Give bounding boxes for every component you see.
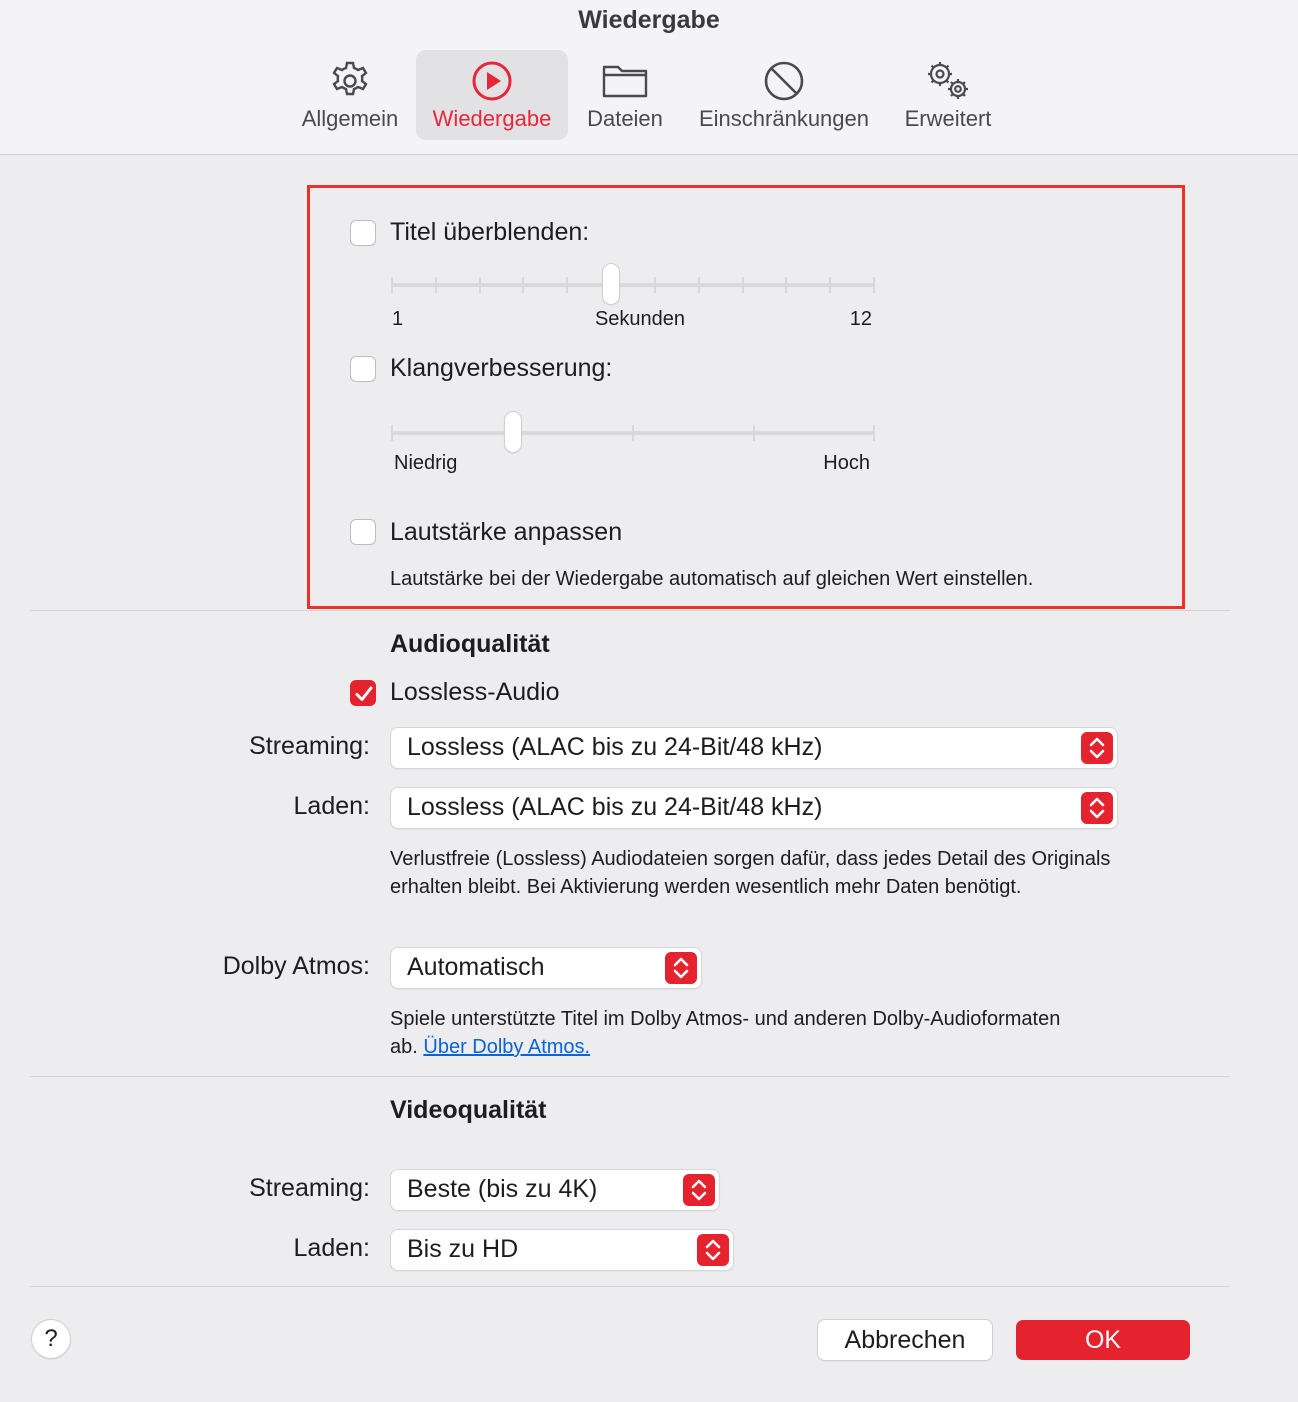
prohibited-icon <box>686 58 882 104</box>
dolby-description <box>390 1005 1070 1061</box>
tab-label: Dateien <box>587 106 663 131</box>
video-download-popup[interactable] <box>391 1230 733 1270</box>
lossless-description: Verlustfreie (Lossless) Audiodateien sorgen dafür, dass jedes Detail des Originals erhalten bleibt. Bei Aktivierung werden wesentlich mehr Daten benötigt. <box>390 848 1111 898</box>
slider-tick <box>753 425 755 441</box>
popup-value: Bis zu HD <box>407 1235 519 1263</box>
crossfade-slider[interactable] <box>392 272 874 298</box>
audio-streaming-label: Streaming: <box>249 732 370 760</box>
popup-value: Beste (bis zu 4K) <box>407 1175 598 1203</box>
gears-icon <box>892 58 1004 104</box>
slider-tick <box>632 425 634 441</box>
slider-thumb[interactable] <box>505 412 521 452</box>
tab-allgemein[interactable] <box>290 50 410 140</box>
slider-thumb[interactable] <box>603 264 619 304</box>
audio-streaming-popup[interactable] <box>391 728 1117 768</box>
slider-tick <box>742 277 744 293</box>
slider-tick <box>479 277 481 293</box>
toolbar <box>0 0 1298 155</box>
dolby-atmos-popup[interactable] <box>391 948 701 988</box>
crossfade-checkbox[interactable] <box>350 220 376 246</box>
sound-enhancer-label: Klangverbesserung: <box>390 354 613 382</box>
sound-enhancer-slider[interactable] <box>392 420 874 446</box>
slider-tick <box>391 425 393 441</box>
chevron-up-down-icon <box>665 952 697 984</box>
sound-enhancer-high-label: Hoch <box>823 452 870 474</box>
divider <box>30 610 1230 611</box>
slider-tick <box>522 277 524 293</box>
crossfade-unit-label: Sekunden <box>594 308 686 330</box>
slider-tick <box>829 277 831 293</box>
folder-icon <box>576 58 674 104</box>
tab-label: Wiedergabe <box>432 106 552 131</box>
tab-erweitert[interactable] <box>892 50 1004 140</box>
audio-quality-heading: Audioqualität <box>390 630 550 658</box>
tab-label: Allgemein <box>301 106 399 131</box>
slider-tick <box>391 277 393 293</box>
ok-button[interactable]: OK <box>1016 1320 1190 1360</box>
gear-icon <box>290 58 410 104</box>
sound-enhancer-low-label: Niedrig <box>394 452 458 474</box>
tab-dateien[interactable] <box>576 50 674 140</box>
slider-tick <box>654 277 656 293</box>
slider-tick <box>435 277 437 293</box>
window-title: Wiedergabe <box>578 6 720 34</box>
video-streaming-popup[interactable] <box>391 1170 719 1210</box>
slider-tick <box>873 277 875 293</box>
help-button[interactable]: ? <box>32 1320 70 1358</box>
sound-enhancer-checkbox[interactable] <box>350 356 376 382</box>
lossless-checkbox[interactable] <box>350 680 376 706</box>
divider <box>30 1286 1230 1287</box>
tab-label: Erweitert <box>904 106 992 131</box>
slider-track <box>392 283 874 287</box>
popup-value: Lossless (ALAC bis zu 24-Bit/48 kHz) <box>407 733 823 761</box>
tab-einschraenkungen[interactable] <box>686 50 882 140</box>
chevron-up-down-icon <box>683 1174 715 1206</box>
divider <box>30 1076 1230 1077</box>
popup-value: Lossless (ALAC bis zu 24-Bit/48 kHz) <box>407 793 823 821</box>
chevron-up-down-icon <box>697 1234 729 1266</box>
sound-check-description: Lautstärke bei der Wiedergabe automatisch auf gleichen Wert einstellen. <box>390 568 1034 590</box>
dolby-atmos-label: Dolby Atmos: <box>222 952 370 980</box>
video-download-label: Laden: <box>293 1234 370 1262</box>
chevron-up-down-icon <box>1081 732 1113 764</box>
video-quality-heading: Videoqualität <box>390 1096 547 1124</box>
sound-check-label: Lautstärke anpassen <box>390 518 623 546</box>
video-streaming-label: Streaming: <box>249 1174 370 1202</box>
sound-check-checkbox[interactable] <box>350 519 376 545</box>
play-circle-icon <box>416 58 568 104</box>
slider-tick <box>785 277 787 293</box>
crossfade-label: Titel überblenden: <box>390 218 590 246</box>
dolby-atmos-link[interactable]: Über Dolby Atmos. <box>423 1036 591 1058</box>
cancel-button[interactable]: Abbrechen <box>818 1320 992 1360</box>
audio-download-popup[interactable] <box>391 788 1117 828</box>
crossfade-max-label: 12 <box>849 308 872 330</box>
crossfade-min-label: 1 <box>392 308 404 330</box>
slider-tick <box>566 277 568 293</box>
checkmark-icon <box>354 684 374 704</box>
slider-tick <box>698 277 700 293</box>
tab-label: Einschränkungen <box>698 106 869 131</box>
chevron-up-down-icon <box>1081 792 1113 824</box>
audio-download-label: Laden: <box>293 792 370 820</box>
lossless-label: Lossless-Audio <box>390 678 560 706</box>
tab-wiedergabe[interactable] <box>416 50 568 140</box>
dolby-description-text: Spiele unterstützte Titel im Dolby Atmos- und anderen Dolby-Audioformaten ab. <box>390 1008 1061 1058</box>
slider-tick <box>873 425 875 441</box>
popup-value: Automatisch <box>407 953 545 981</box>
